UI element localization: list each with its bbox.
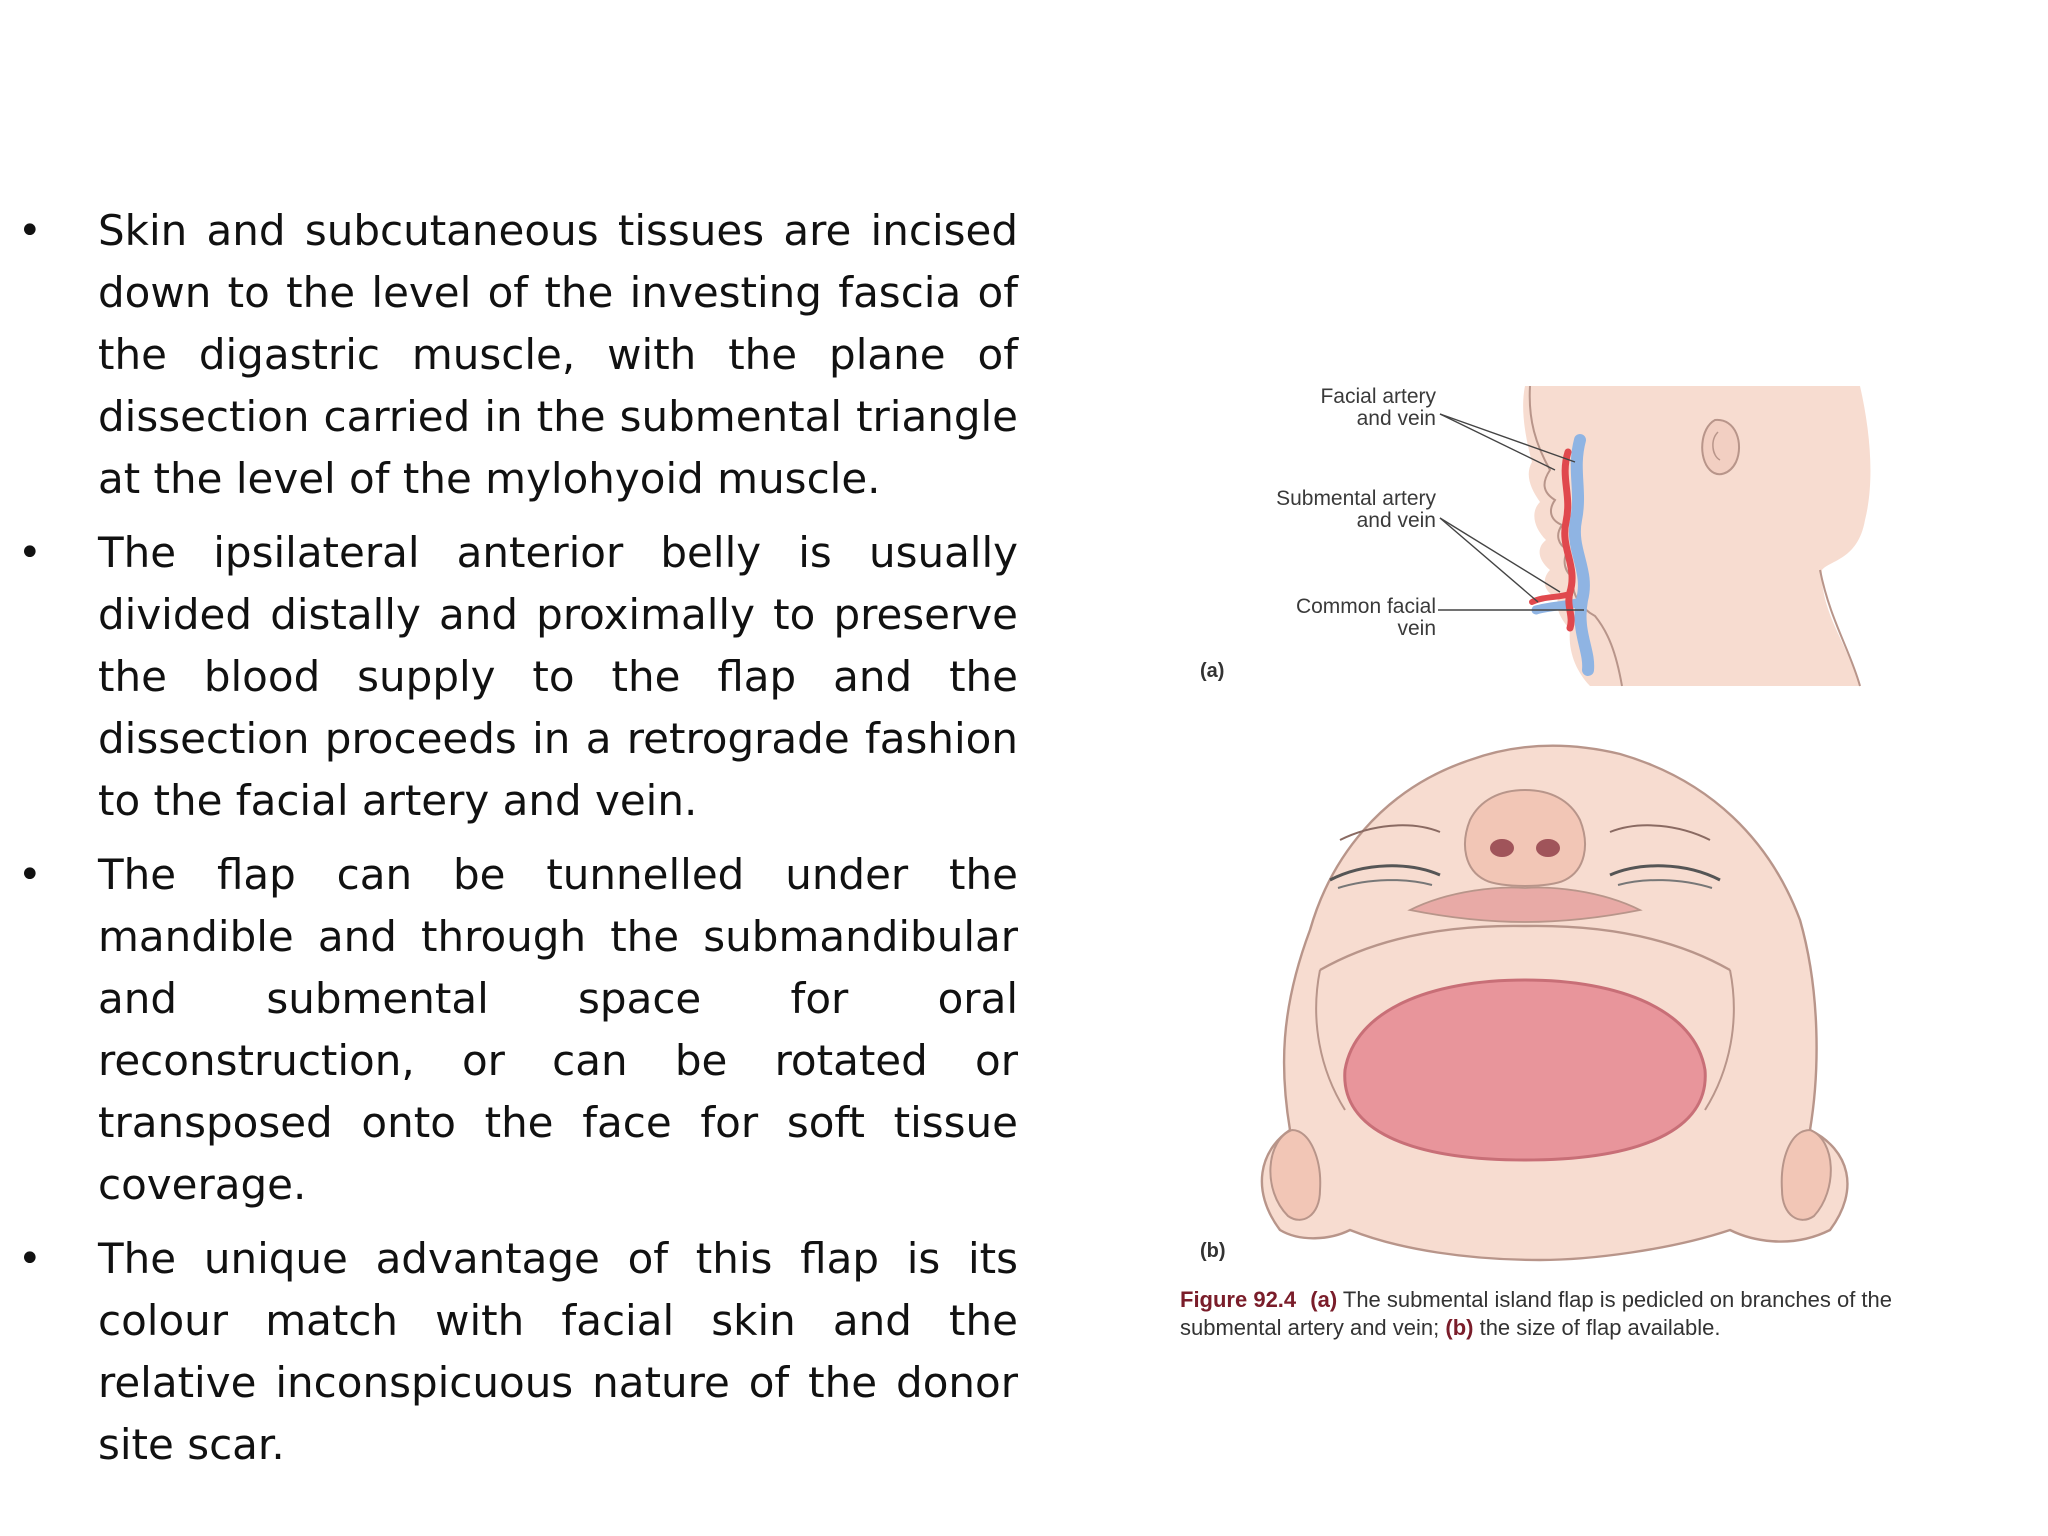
label-common-facial-vein (1230, 596, 1436, 640)
caption-figure-ref: Figure 92.4 (1180, 1287, 1297, 1312)
bullet-item (18, 1228, 1018, 1476)
label-line: and vein (1356, 407, 1436, 430)
submental-view-head (1262, 746, 1848, 1260)
bullet-text: Skin and subcutaneous tissues are incised down to the level of the investing fascia of the digastric muscle, with the plane of dissection carried in the submental triangle at the level of the mylohyoid muscle. (98, 206, 1018, 503)
caption-tag-a: (a) (1310, 1287, 1338, 1312)
bullet-text: The unique advantage of this flap is its colour match with facial skin and the relative inconspicuous nature of the donor site scar. (98, 1234, 1018, 1469)
bullet-item (18, 844, 1018, 1216)
panel-a-tag: (a) (1200, 660, 1225, 682)
figure-caption (1180, 1286, 1900, 1342)
panel-b-tag: (b) (1200, 1240, 1226, 1262)
side-view-head (1438, 386, 1870, 686)
bullet-text: The flap can be tunnelled under the mandible and through the submandibular and submental space for oral reconstruction, or can be rotated or transposed onto the face for soft tissue coverage. (98, 850, 1018, 1209)
label-line: vein (1397, 617, 1436, 640)
anatomy-figure (1170, 370, 1910, 1380)
ear (1702, 420, 1739, 474)
bullet-item (18, 200, 1018, 510)
label-line: Common facial (1295, 595, 1436, 618)
nose (1465, 790, 1585, 886)
label-submental-artery (1210, 488, 1436, 532)
label-line: Facial artery (1320, 385, 1436, 408)
caption-text-a: The submental island flap is pedicled on branches of the submental artery and vein; (1180, 1287, 1893, 1340)
bullet-text: The ipsilateral anterior belly is usually divided distally and proximally to preserve the blood supply to the flap and the dissection proceeds in a retrograde fashion to the facial artery and vein. (98, 528, 1018, 825)
bullet-dot: • (18, 530, 42, 576)
bullet-list (18, 200, 1018, 1488)
bullet-dot: • (18, 208, 42, 254)
flap-region (1345, 980, 1706, 1160)
label-facial-artery (1230, 386, 1436, 430)
bullet-dot: • (18, 1236, 42, 1282)
caption-tag-b: (b) (1445, 1315, 1474, 1340)
bullet-dot: • (18, 852, 42, 898)
label-line: Submental artery (1276, 487, 1436, 510)
caption-text-b: the size of flap available. (1473, 1315, 1721, 1340)
bullet-item (18, 522, 1018, 832)
label-line: and vein (1356, 509, 1436, 532)
